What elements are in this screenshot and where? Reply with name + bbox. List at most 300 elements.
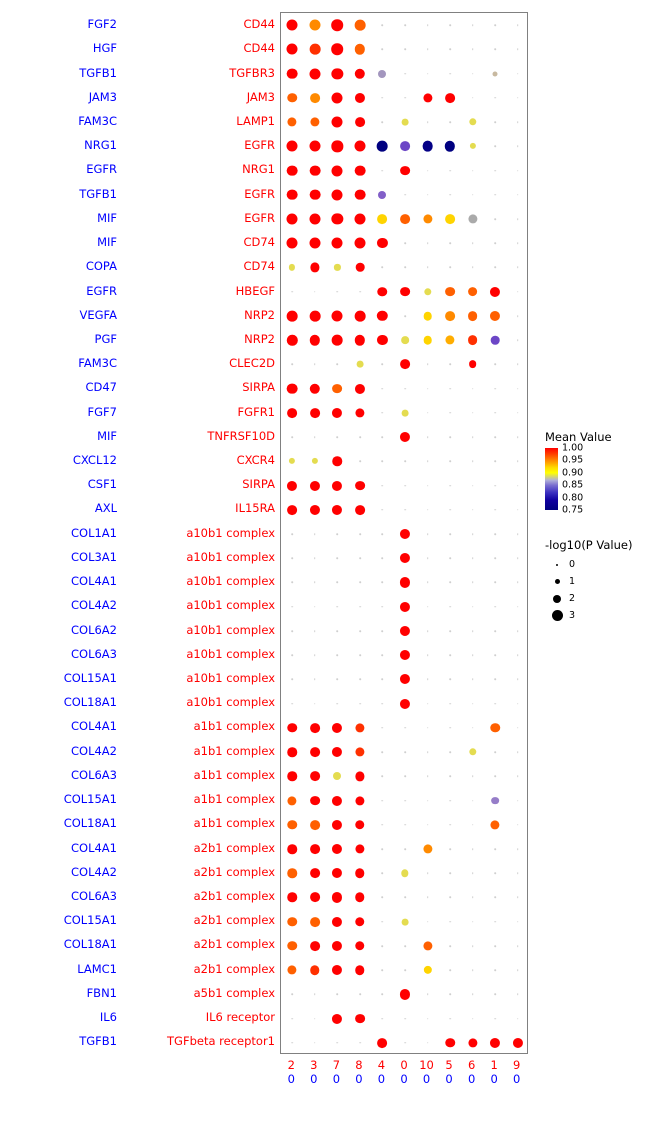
grid-dot: [472, 436, 474, 438]
ligand-label: COPA: [85, 259, 117, 274]
ligand-label: COL18A1: [63, 695, 117, 710]
grid-dot: [359, 582, 361, 584]
data-point: [310, 747, 320, 757]
grid-dot: [427, 242, 429, 244]
grid-dot: [291, 654, 293, 656]
grid-dot: [472, 194, 474, 196]
ligand-label: MIF: [97, 235, 117, 250]
color-legend: [545, 430, 655, 516]
row-label: [0, 835, 280, 859]
row-label: [0, 424, 280, 448]
column-tick-bottom: 0: [400, 1072, 408, 1086]
grid-dot: [382, 630, 384, 632]
data-point: [309, 141, 320, 152]
column-tick-top: 7: [332, 1058, 341, 1072]
grid-dot: [494, 436, 496, 438]
data-point: [310, 263, 319, 272]
data-point: [356, 263, 365, 272]
column-tick-top: 6: [467, 1058, 476, 1072]
data-point: [332, 892, 342, 902]
grid-dot: [404, 800, 406, 802]
data-point: [309, 311, 320, 322]
ligand-label: NRG1: [84, 138, 117, 153]
data-point: [310, 844, 320, 854]
grid-dot: [382, 582, 384, 584]
data-point: [468, 1038, 477, 1047]
data-point: [333, 457, 343, 467]
grid-dot: [472, 994, 474, 996]
data-point: [355, 481, 365, 491]
column-tick-top: 4: [377, 1058, 386, 1072]
colorbar-tick-label: 1.00: [562, 442, 584, 454]
grid-dot: [494, 145, 496, 147]
grid-dot: [449, 242, 451, 244]
data-point: [332, 844, 342, 854]
grid-dot: [449, 73, 451, 75]
data-point: [400, 166, 410, 176]
data-point: [287, 189, 298, 200]
grid-dot: [427, 824, 429, 826]
grid-dot: [494, 461, 496, 463]
grid-dot: [404, 751, 406, 753]
data-point: [355, 796, 364, 805]
grid-dot: [291, 533, 293, 535]
colorbar-ticks: [562, 442, 608, 516]
grid-dot: [382, 97, 384, 99]
data-point: [401, 870, 408, 877]
size-legend-dot: [545, 579, 569, 584]
grid-dot: [517, 436, 519, 438]
receptor-label: CD44: [243, 41, 275, 56]
row-label: [0, 690, 280, 714]
grid-dot: [382, 388, 384, 390]
ligand-label: LAMC1: [77, 961, 117, 976]
ligand-label: COL6A2: [71, 622, 117, 637]
ligand-label: COL18A1: [63, 937, 117, 952]
grid-dot: [517, 994, 519, 996]
grid-dot: [472, 582, 474, 584]
data-point: [355, 844, 364, 853]
grid-dot: [382, 703, 384, 705]
receptor-label: a10b1 complex: [186, 549, 275, 564]
data-point: [310, 408, 320, 418]
data-point: [402, 409, 409, 416]
grid-dot: [494, 897, 496, 899]
grid-dot: [449, 533, 451, 535]
grid-dot: [472, 654, 474, 656]
size-legend-row: [545, 590, 655, 607]
row-label: [0, 1029, 280, 1053]
data-point: [400, 553, 410, 563]
grid-dot: [404, 945, 406, 947]
row-label: [0, 12, 280, 36]
grid-dot: [472, 97, 474, 99]
row-label: [0, 472, 280, 496]
grid-dot: [382, 679, 384, 681]
grid-dot: [382, 509, 384, 511]
grid-dot: [449, 630, 451, 632]
data-point: [355, 93, 365, 103]
data-point: [309, 189, 320, 200]
data-point: [288, 893, 298, 903]
data-point: [332, 117, 343, 128]
data-point: [309, 20, 320, 31]
grid-dot: [517, 194, 519, 196]
grid-dot: [291, 994, 293, 996]
receptor-label: a5b1 complex: [193, 985, 275, 1000]
grid-dot: [427, 630, 429, 632]
ligand-label: COL6A3: [71, 646, 117, 661]
column-tick-bottom: 0: [445, 1072, 453, 1086]
grid-dot: [494, 364, 496, 366]
ligand-label: FGF2: [87, 17, 117, 32]
grid-dot: [314, 436, 316, 438]
ligand-label: COL15A1: [63, 792, 117, 807]
data-point: [469, 361, 477, 369]
grid-dot: [517, 339, 519, 341]
grid-dot: [291, 557, 293, 559]
row-label: [0, 85, 280, 109]
receptor-label: a10b1 complex: [186, 622, 275, 637]
grid-dot: [517, 267, 519, 269]
column-tick: [468, 1058, 475, 1086]
grid-dot: [449, 727, 451, 729]
grid-dot: [382, 121, 384, 123]
grid-dot: [427, 994, 429, 996]
data-point: [309, 68, 320, 79]
grid-dot: [517, 291, 519, 293]
receptor-label: TGFbeta receptor1: [167, 1034, 275, 1049]
grid-dot: [449, 1018, 451, 1020]
grid-dot: [359, 679, 361, 681]
data-point: [490, 1038, 500, 1048]
data-point: [288, 917, 298, 927]
grid-dot: [359, 703, 361, 705]
data-point: [287, 68, 298, 79]
grid-dot: [427, 121, 429, 123]
receptor-label: a2b1 complex: [193, 913, 275, 928]
grid-dot: [291, 1042, 293, 1044]
grid-dot: [472, 606, 474, 608]
grid-dot: [494, 921, 496, 923]
data-point: [378, 214, 388, 224]
data-point: [355, 505, 365, 515]
column-tick-bottom: 0: [287, 1072, 295, 1086]
column-tick-bottom: 0: [355, 1072, 363, 1086]
data-point: [378, 1038, 388, 1048]
grid-dot: [517, 824, 519, 826]
data-point: [423, 214, 432, 223]
data-point: [400, 577, 410, 587]
data-point: [332, 92, 343, 103]
data-point: [354, 238, 365, 249]
grid-dot: [382, 461, 384, 463]
grid-dot: [472, 824, 474, 826]
data-point: [401, 336, 409, 344]
ligand-label: MIF: [97, 210, 117, 225]
data-point: [445, 1038, 455, 1048]
data-point: [400, 141, 410, 151]
row-label: [0, 182, 280, 206]
row-label: [0, 763, 280, 787]
size-legend-label: 1: [569, 576, 576, 587]
grid-dot: [472, 703, 474, 705]
grid-dot: [314, 994, 316, 996]
data-point: [355, 965, 365, 975]
row-label: [0, 327, 280, 351]
data-point: [355, 917, 365, 927]
data-point: [332, 384, 342, 394]
grid-dot: [494, 994, 496, 996]
grid-dot: [314, 654, 316, 656]
receptor-label: SIRPA: [242, 380, 275, 395]
grid-dot: [337, 606, 339, 608]
colorbar-tick-label: 0.85: [562, 479, 584, 491]
grid-dot: [494, 945, 496, 947]
grid-dot: [472, 679, 474, 681]
data-point: [289, 458, 295, 464]
data-point: [423, 844, 432, 853]
data-point: [288, 941, 298, 951]
data-point: [355, 384, 365, 394]
grid-dot: [337, 364, 339, 366]
column-tick-labels: [280, 1058, 528, 1118]
ligand-label: IL6: [99, 1010, 117, 1025]
grid-dot: [382, 1018, 384, 1020]
grid-dot: [494, 24, 496, 26]
grid-dot: [517, 24, 519, 26]
row-label: [0, 351, 280, 375]
row-label: [0, 133, 280, 157]
row-label-column: [0, 12, 280, 1053]
data-point: [490, 287, 500, 297]
grid-dot: [494, 49, 496, 51]
grid-dot: [427, 1018, 429, 1020]
data-point: [424, 288, 431, 295]
data-point: [310, 965, 320, 975]
data-point: [400, 214, 410, 224]
data-point: [491, 797, 499, 805]
grid-dot: [449, 194, 451, 196]
row-label: [0, 884, 280, 908]
grid-dot: [494, 412, 496, 414]
grid-dot: [404, 824, 406, 826]
data-point: [310, 771, 320, 781]
grid-dot: [314, 582, 316, 584]
grid-dot: [517, 848, 519, 850]
data-point: [310, 383, 320, 393]
grid-dot: [449, 994, 451, 996]
receptor-label: a1b1 complex: [193, 792, 275, 807]
data-point: [468, 287, 478, 297]
grid-dot: [404, 97, 406, 99]
grid-dot: [382, 485, 384, 487]
column-tick: [333, 1058, 340, 1086]
receptor-label: a1b1 complex: [193, 816, 275, 831]
data-point: [490, 723, 500, 733]
grid-dot: [449, 776, 451, 778]
grid-dot: [314, 557, 316, 559]
grid-dot: [314, 1018, 316, 1020]
data-point: [333, 772, 341, 780]
grid-dot: [517, 533, 519, 535]
data-point: [332, 868, 342, 878]
grid-dot: [337, 291, 339, 293]
grid-dot: [337, 654, 339, 656]
column-tick-top: 3: [310, 1058, 318, 1072]
grid-dot: [449, 557, 451, 559]
grid-dot: [517, 73, 519, 75]
size-legend-title: -log10(P Value): [545, 538, 633, 552]
grid-dot: [494, 170, 496, 172]
data-point: [288, 772, 298, 782]
row-label: [0, 957, 280, 981]
ligand-label: COL4A1: [71, 719, 117, 734]
data-point: [355, 408, 364, 417]
column-tick-bottom: 0: [490, 1072, 498, 1086]
data-point: [332, 165, 343, 176]
data-point: [332, 335, 343, 346]
data-point: [469, 748, 476, 755]
grid-dot: [517, 630, 519, 632]
grid-dot: [382, 267, 384, 269]
receptor-label: a1b1 complex: [193, 767, 275, 782]
grid-dot: [427, 582, 429, 584]
data-point: [288, 844, 298, 854]
receptor-label: a10b1 complex: [186, 646, 275, 661]
grid-dot: [404, 194, 406, 196]
ligand-label: FGF7: [87, 404, 117, 419]
column-tick-bottom: 0: [332, 1072, 341, 1086]
grid-dot: [337, 557, 339, 559]
grid-dot: [472, 242, 474, 244]
grid-dot: [494, 267, 496, 269]
data-point: [332, 19, 344, 31]
row-label: [0, 981, 280, 1005]
grid-dot: [494, 969, 496, 971]
grid-dot: [517, 969, 519, 971]
grid-dot: [404, 461, 406, 463]
column-tick: [513, 1058, 520, 1086]
column-tick: [445, 1058, 452, 1086]
grid-dot: [517, 145, 519, 147]
grid-dot: [427, 872, 429, 874]
data-point: [310, 917, 320, 927]
grid-dot: [382, 606, 384, 608]
row-label: [0, 278, 280, 302]
data-point: [423, 966, 431, 974]
grid-dot: [404, 727, 406, 729]
size-legend-dot: [545, 564, 569, 566]
data-point: [287, 165, 298, 176]
data-point: [310, 820, 320, 830]
row-label: [0, 714, 280, 738]
grid-dot: [382, 364, 384, 366]
grid-dot: [427, 1042, 429, 1044]
grid-dot: [472, 872, 474, 874]
size-legend-label: 2: [569, 593, 576, 604]
ligand-label: VEGFA: [79, 307, 117, 322]
column-tick: [310, 1058, 317, 1086]
row-label: [0, 303, 280, 327]
column-tick: [491, 1058, 498, 1086]
grid-dot: [517, 242, 519, 244]
data-point: [400, 650, 410, 660]
column-tick: [288, 1058, 295, 1086]
grid-dot: [404, 73, 406, 75]
data-point: [378, 191, 386, 199]
grid-dot: [517, 170, 519, 172]
grid-dot: [494, 606, 496, 608]
row-label: [0, 448, 280, 472]
grid-dot: [382, 533, 384, 535]
data-point: [354, 141, 365, 152]
receptor-label: a2b1 complex: [193, 937, 275, 952]
grid-dot: [449, 412, 451, 414]
grid-dot: [359, 994, 361, 996]
grid-dot: [314, 364, 316, 366]
ligand-label: EGFR: [86, 283, 117, 298]
grid-dot: [449, 824, 451, 826]
data-point: [287, 141, 298, 152]
data-point: [445, 93, 455, 103]
data-point: [354, 213, 365, 224]
grid-dot: [472, 800, 474, 802]
grid-dot: [427, 24, 429, 26]
data-point: [310, 893, 320, 903]
grid-dot: [427, 194, 429, 196]
data-point: [355, 747, 364, 756]
data-point: [332, 408, 342, 418]
grid-dot: [359, 557, 361, 559]
data-point: [289, 264, 295, 270]
grid-dot: [472, 485, 474, 487]
ligand-label: COL1A1: [71, 525, 117, 540]
data-point: [310, 868, 320, 878]
receptor-label: EGFR: [244, 186, 275, 201]
grid-dot: [449, 364, 451, 366]
data-point: [355, 820, 365, 830]
data-point: [310, 505, 320, 515]
ligand-label: COL15A1: [63, 671, 117, 686]
data-point: [355, 941, 365, 951]
receptor-label: a10b1 complex: [186, 695, 275, 710]
column-tick-bottom: 0: [513, 1072, 521, 1086]
data-point: [355, 723, 364, 732]
size-legend-row: [545, 556, 655, 573]
data-point: [332, 747, 342, 757]
grid-dot: [494, 533, 496, 535]
data-point: [332, 820, 342, 830]
data-point: [332, 238, 343, 249]
plot-panel: [280, 12, 528, 1054]
grid-dot: [449, 679, 451, 681]
data-point: [309, 238, 320, 249]
colorbar-tick-label: 0.95: [562, 454, 584, 466]
grid-dot: [427, 654, 429, 656]
grid-dot: [337, 630, 339, 632]
grid-dot: [494, 582, 496, 584]
grid-dot: [359, 461, 361, 463]
grid-dot: [404, 848, 406, 850]
data-point: [468, 335, 478, 345]
data-point: [288, 723, 298, 733]
data-point: [332, 1014, 342, 1024]
ligand-label: COL18A1: [63, 816, 117, 831]
grid-dot: [449, 49, 451, 51]
grid-dot: [472, 412, 474, 414]
grid-dot: [494, 776, 496, 778]
